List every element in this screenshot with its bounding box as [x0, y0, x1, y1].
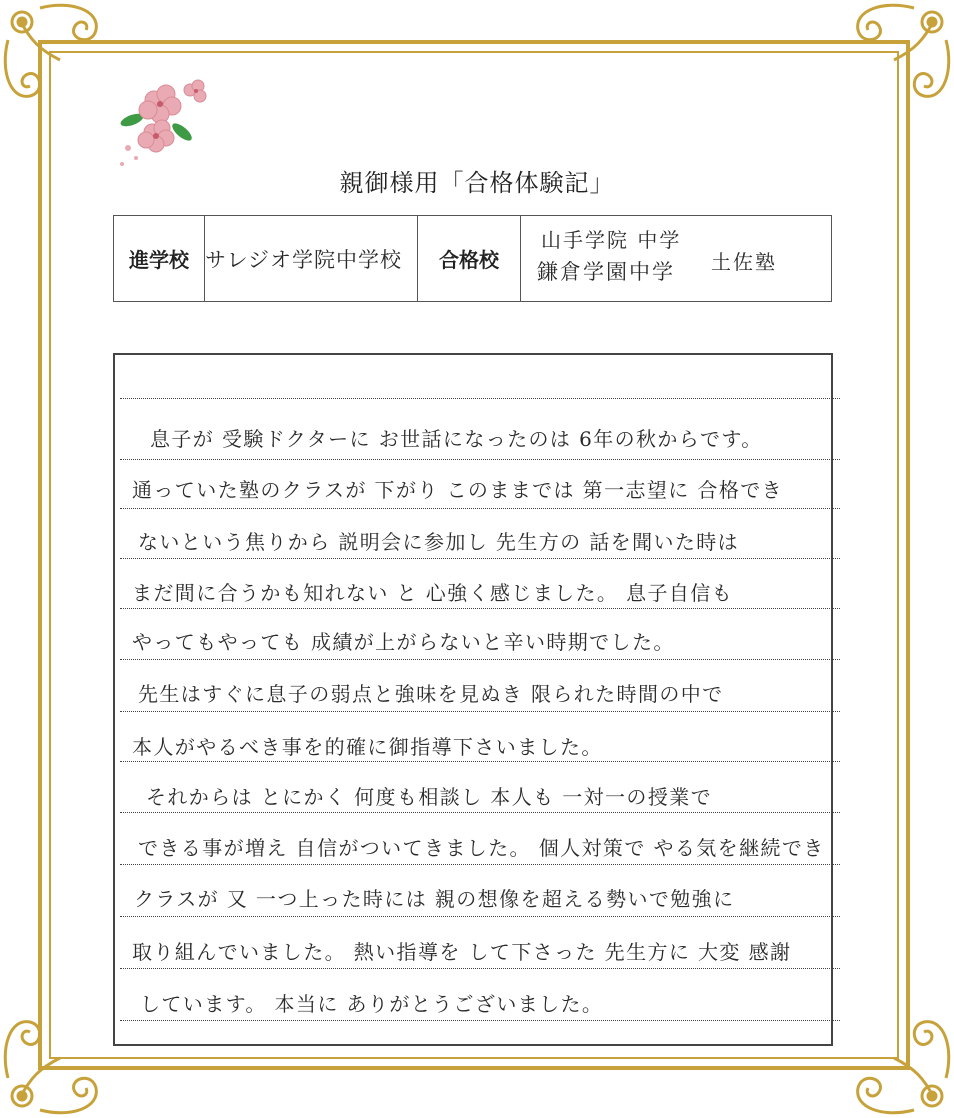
ruled-line [120, 916, 840, 917]
gold-scroll-corner-icon [834, 0, 954, 120]
ruled-line [120, 558, 840, 559]
ruled-line [120, 968, 840, 969]
ruled-line [120, 864, 840, 865]
passed-school-1: 山手学院 中学 [541, 228, 682, 252]
ruled-line [120, 508, 840, 509]
letter-line-7: 本人がやるべき事を的確に御指導下さいました。 [132, 735, 603, 759]
gold-scroll-corner-icon [834, 998, 954, 1118]
letter-line-11: 取り組んでいました。 熱い指導を して下さった 先生方に 大変 感謝 [132, 940, 792, 964]
letter-line-3: ないという焦りから 説明会に参加し 先生方の 話を聞いた時は [138, 530, 740, 554]
enrolled-school-value: サレジオ学院中学校 [205, 216, 418, 302]
letter-line-10: クラスが 又 一つ上った時には 親の想像を超える勢いで勉強に [134, 887, 735, 911]
school-info-table [113, 215, 832, 302]
letter-line-4: まだ間に合うかも知れない と 心強く感じました。 息子自信も [132, 581, 734, 605]
passed-school-2: 鎌倉学園中学 [537, 260, 675, 284]
passed-schools-label: 合格校 [418, 216, 521, 302]
ruled-line [120, 1020, 840, 1021]
ruled-line [120, 761, 840, 762]
letter-line-12: しています。 本当に ありがとうございました。 [140, 992, 604, 1016]
ruled-line [120, 711, 840, 712]
letter-line-5: やってもやっても 成績が上がらないと辛い時期でした。 [132, 630, 675, 654]
page-title: 親御様用「合格体験記」 [339, 169, 615, 197]
letter-line-1: 息子が 受験ドクターに お世話になったのは 6年の秋からです。 [150, 427, 763, 451]
letter-line-2: 通っていた塾のクラスが 下がり このままでは 第一志望に 合格でき [132, 478, 784, 502]
passed-schools-cell [521, 216, 832, 302]
passed-school-3: 土佐塾 [711, 250, 777, 274]
enrolled-school-label: 進学校 [114, 216, 205, 302]
gold-scroll-corner-icon [0, 0, 120, 120]
ruled-line [120, 812, 840, 813]
letter-line-9: できる事が増え 自信がついてきました。 個人対策で やる気を継続でき [138, 836, 825, 860]
gold-scroll-corner-icon [0, 998, 120, 1118]
letter-line-8: それからは とにかく 何度も相談し 本人も 一対一の授業で [146, 785, 713, 809]
ruled-line [120, 459, 840, 460]
ruled-line [120, 398, 840, 399]
ruled-line [120, 608, 840, 609]
letter-line-6: 先生はすぐに息子の弱点と強味を見ぬき 限られた時間の中で [138, 682, 724, 706]
ruled-line [120, 659, 840, 660]
